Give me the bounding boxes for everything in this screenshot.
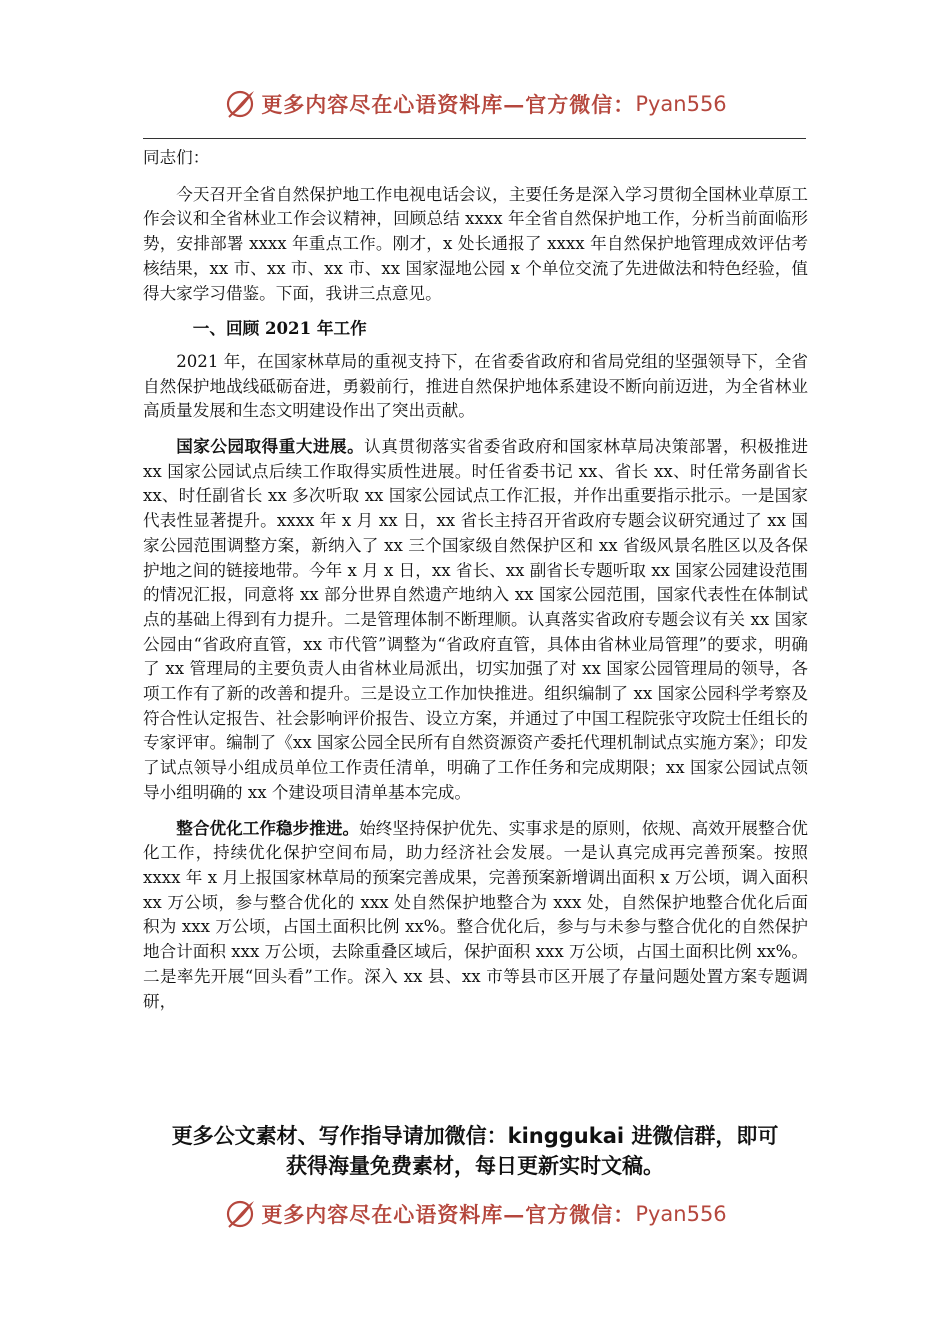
promo-line-2: 获得海量免费素材，每日更新实时文稿。 [286, 1154, 664, 1178]
header-divider [143, 138, 806, 139]
national-park-paragraph [143, 434, 808, 806]
integration-paragraph [143, 816, 808, 1015]
promo-line-1: 更多公文素材、写作指导请加微信：kinggukai 进微信群，即可 [171, 1124, 779, 1148]
banner-text: 更多内容尽在心语资料库—官方微信： [261, 1202, 636, 1227]
national-park-body: 认真贯彻落实省委省政府和国家林草局决策部署，积极推进 xx 国家公园试点后续工作取得实质性进展。时任省委书记 xx、省长 xx、时任常务副省长 xx、时任副省长 xx 多次听取 xx 国家公园试点工作汇报，并作出重要指示批示。一是国家代表性显著提升。xxxx 年 x 月 xx 日，xx 省长主持召开省政府专题会议研究通过了 xx 国家公园范围调整方案，新纳入了 xx 三个国家级自然保护区和 xx 省级风景名胜区以及各保护地之间的链接地带。今年 x 月 x 日，xx 省长、xx 副省长专题听取 xx 国家公园建设范围的情况汇报，同意将 xx 部分世界自然遗产地纳入 xx 国家公园范围，国家代表性在体制试点的基础上得到有力提升。二是管理体制不断理顺。认真落实省政府专题会议有关 xx 国家公园由“省政府直管，xx 市代管”调整为“省政府直管，具体由省林业局管理”的要求，明确了 xx 管理局的主要负责人由省林业局派出，切实加强了对 xx 国家公园管理局的领导，各项工作有了新的改善和提升。三是设立工作加快推进。组织编制了 xx 国家公园科学考察及符合性认定报告、社会影响评价报告、设立方案，并通过了中国工程院张守攻院士任组长的专家评审。编制了《xx 国家公园全民所有自然资源资产委托代理机制试点实施方案》；印发了试点领导小组成员单位工作责任清单，明确了工作任务和完成期限；xx 国家公园试点领导小组明确的 xx 个建设项目清单基本完成。 [143, 437, 808, 802]
document-body [143, 146, 808, 1024]
banner-text: 更多内容尽在心语资料库—官方微信： [261, 92, 636, 117]
header-banner [0, 84, 950, 124]
integration-body: 始终坚持保护优先、实事求是的原则，依规、高效开展整合优化工作，持续优化保护空间布局，助力经济社会发展。一是认真完成再完善预案。按照 xxxx 年 x 月上报国家林草局的预案完善成果，完善预案新增调出面积 x 万公顷，调入面积 xx 万公顷，参与整合优化的 xxx 处自然保护地整合为 xxx 处，自然保护地整合优化后面积为 xxx 万公顷，占国土面积比例 xx%。整合优化后，参与与未参与整合优化的自然保护地合计面积 xxx 万公顷，去除重叠区域后，保护面积 xxx 万公顷，占国土面积比例 xx%。二是率先开展“回头看”工作。深入 xx 县、xx 市等县市区开展了存量问题处置方案专题调研， [143, 818, 809, 1011]
quill-logo-icon [223, 1197, 257, 1231]
greeting: 同志们： [143, 148, 210, 167]
section-heading: 一、回顾 2021 年工作 [192, 318, 367, 339]
intro-paragraph: 今天召开全省自然保护地工作电视电话会议，主要任务是深入学习贯彻全国林业草原工作会议和全省林业工作会议精神，回顾总结 xxxx 年全省自然保护地工作，分析当前面临形势，安排部署 xxxx 年重点工作。刚才，x 处长通报了 xxxx 年自然保护地管理成效评估考核结果，xx 市、xx 市、xx 市、xx 国家湿地公园 x 个单位交流了先进做法和特色经验，值得大家学习借鉴。下面，我讲三点意见。 [143, 184, 808, 303]
section-intro-paragraph: 2021 年，在国家林草局的重视支持下，在省委省政府和省局党组的坚强领导下，全省自然保护地战线砥砺奋进，勇毅前行，推进自然保护地体系建设不断向前迈进，为全省林业高质量发展和生态文明建设作出了突出贡献。 [143, 351, 808, 421]
promo-notice [0, 1121, 950, 1181]
banner-wechat-handle: Pyan556 [635, 92, 727, 116]
quill-logo-icon [223, 87, 257, 121]
integration-lead: 整合优化工作稳步推进。 [176, 817, 360, 838]
national-park-lead: 国家公园取得重大进展。 [176, 436, 365, 457]
banner-wechat-handle: Pyan556 [635, 1202, 727, 1226]
footer-banner [0, 1194, 950, 1234]
